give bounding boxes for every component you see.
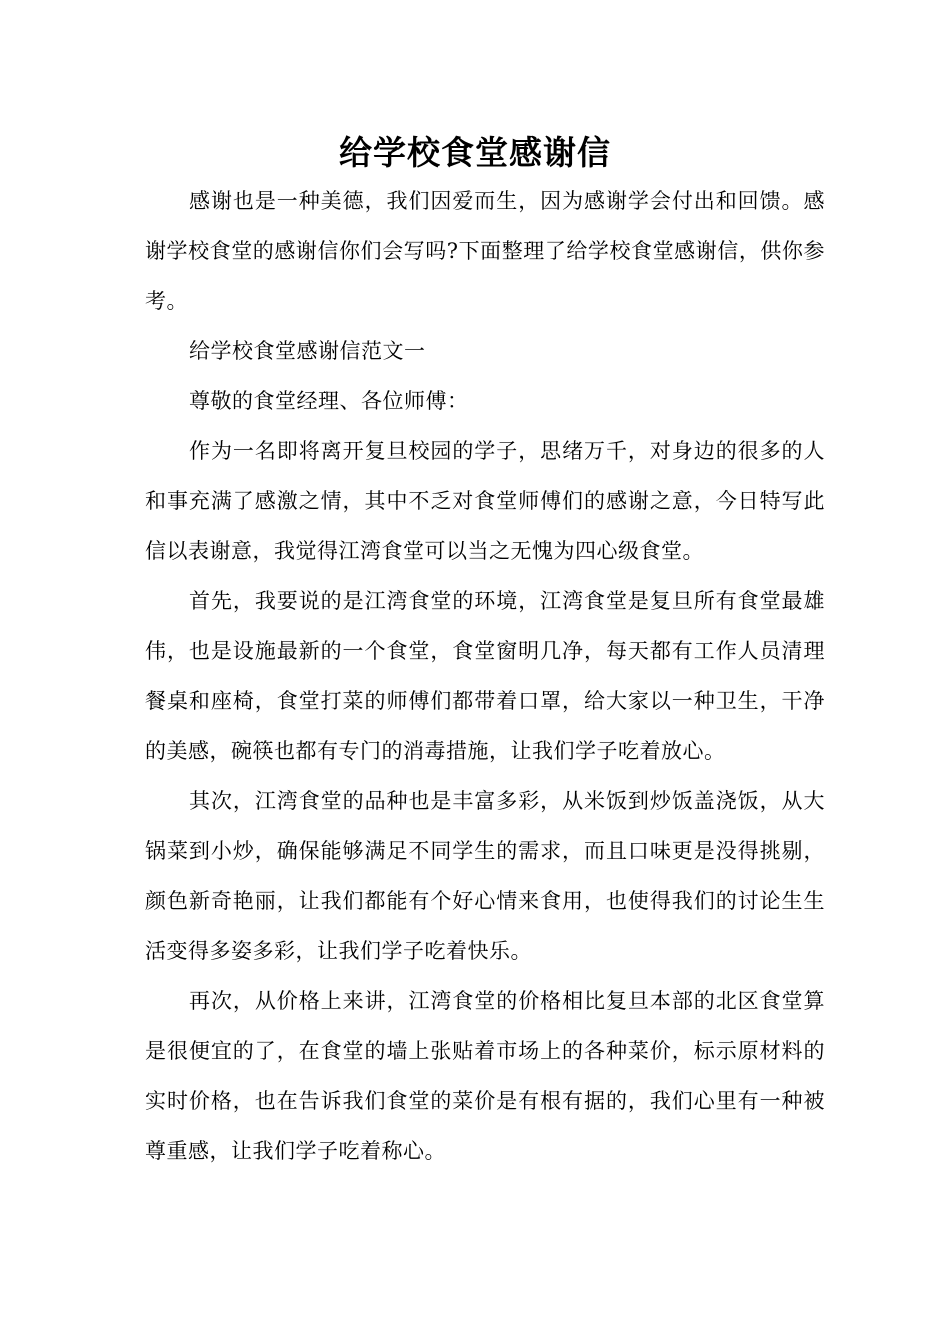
intro-paragraph: 感谢也是一种美德，我们因爱而生，因为感谢学会付出和回馈。感谢学校食堂的感谢信你们会写吗?下面整理了给学校食堂感谢信，供你参考。 <box>145 189 825 313</box>
body-paragraph: 再次，从价格上来讲，江湾食堂的价格相比复旦本部的北区食堂算是很便宜的了，在食堂的墙上张贴着市场上的各种菜价，标示原材料的实时价格，也在告诉我们食堂的菜价是有根有据的，我们心里有一种被尊重感，让我们学子吃着称心。 <box>145 989 825 1163</box>
body-paragraph: 其次，江湾食堂的品种也是丰富多彩，从米饭到炒饭盖浇饭，从大锅菜到小炒，确保能够满足不同学生的需求，而且口味更是没得挑剔，颜色新奇艳丽，让我们都能有个好心情来食用，也使得我们的讨论生生活变得多姿多彩，让我们学子吃着快乐。 <box>145 789 825 963</box>
sample-heading: 给学校食堂感谢信范文一 <box>189 339 426 363</box>
salutation: 尊敬的食堂经理、各位师傅： <box>189 389 469 413</box>
body-paragraph: 首先，我要说的是江湾食堂的环境，江湾食堂是复旦所有食堂最雄伟，也是设施最新的一个食堂，食堂窗明几净，每天都有工作人员清理餐桌和座椅，食堂打菜的师傅们都带着口罩，给大家以一种卫生，干净的美感，碗筷也都有专门的消毒措施，让我们学子吃着放心。 <box>145 589 825 763</box>
document-body <box>145 176 825 1176</box>
body-paragraph: 作为一名即将离开复旦校园的学子，思绪万千，对身边的很多的人和事充满了感激之情，其中不乏对食堂师傅们的感谢之意，今日特写此信以表谢意，我觉得江湾食堂可以当之无愧为四心级食堂。 <box>145 439 825 563</box>
document-title: 给学校食堂感谢信 <box>339 133 611 172</box>
